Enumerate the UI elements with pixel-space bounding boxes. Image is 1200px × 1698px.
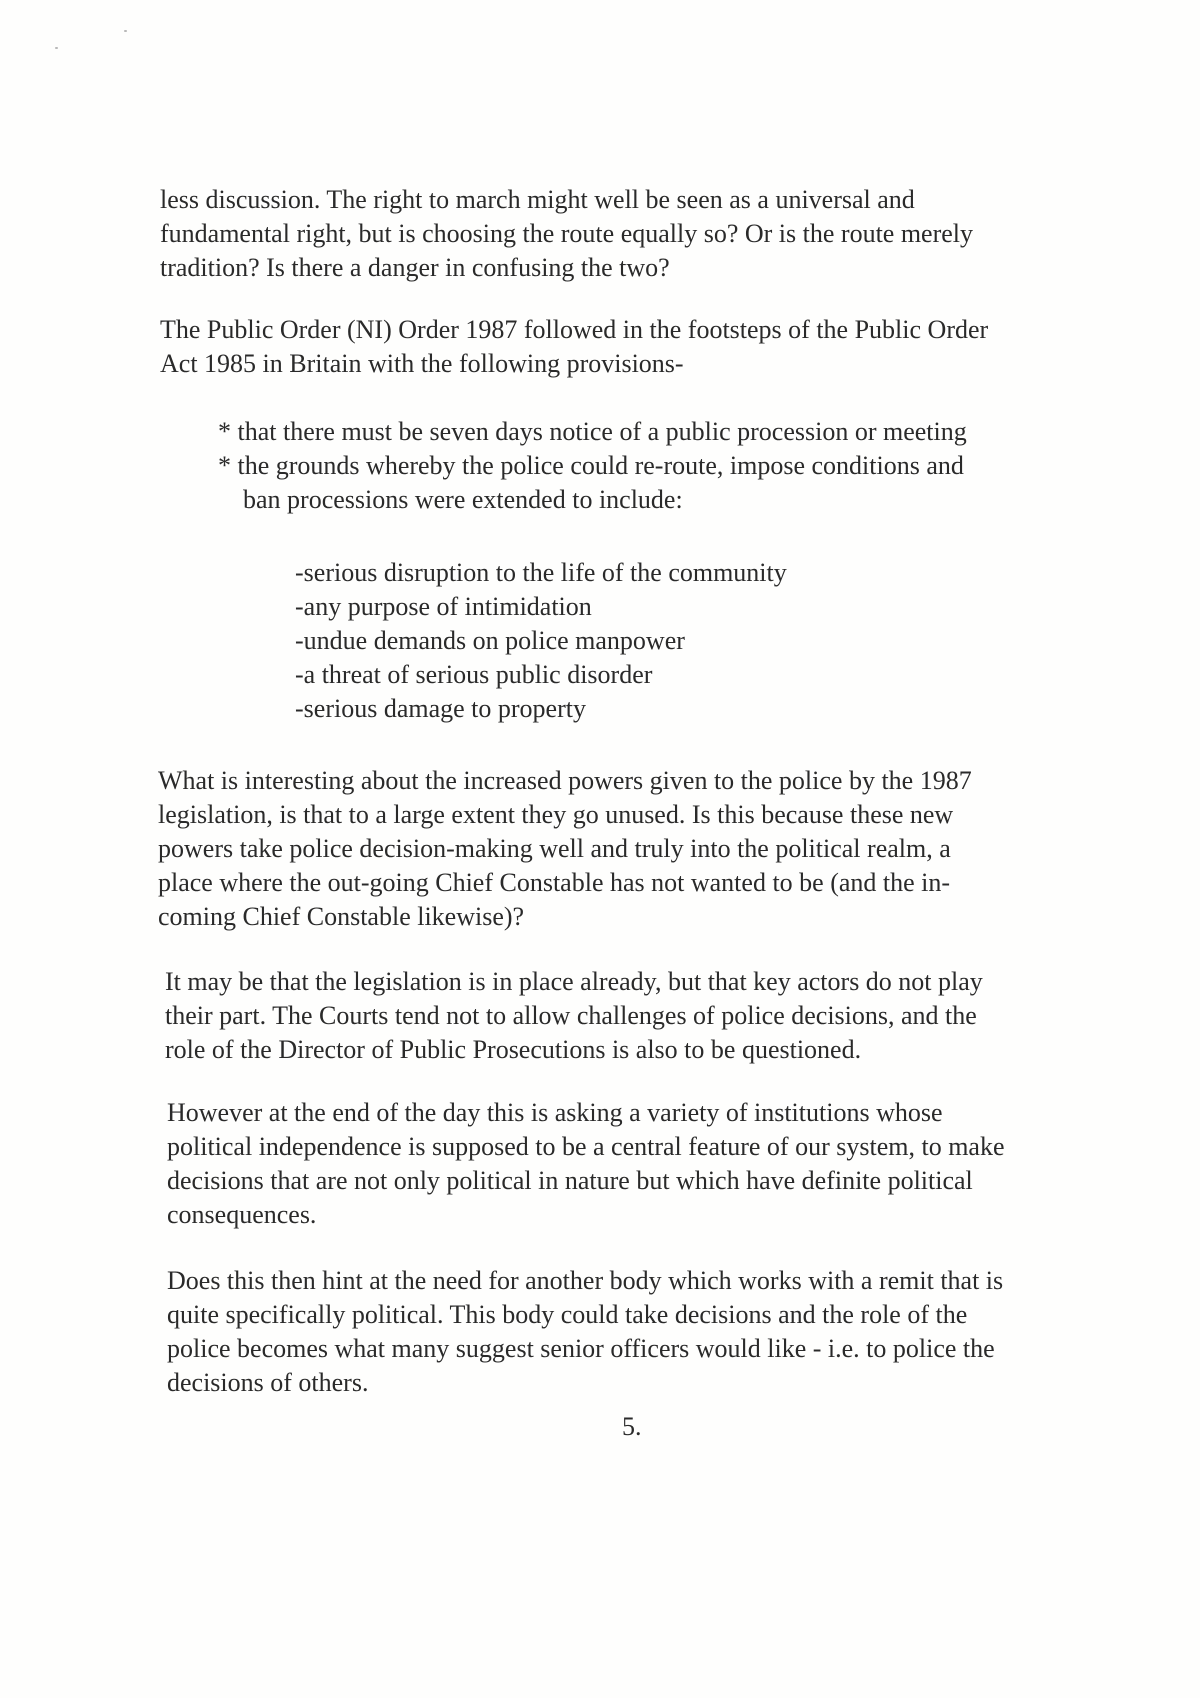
grounds-item: -undue demands on police manpower (295, 626, 685, 655)
text-line: place where the out-going Chief Constable has not wanted to be (and the in- (158, 868, 951, 897)
text-line: However at the end of the day this is asking a variety of institutions whose (167, 1098, 943, 1127)
text-line: role of the Director of Public Prosecutions is also to be questioned. (165, 1035, 862, 1064)
text-line: What is interesting about the increased powers given to the police by the 1987 (158, 766, 972, 795)
provision-item: * the grounds whereby the police could re-route, impose conditions and (218, 451, 964, 480)
text-line: less discussion. The right to march might well be seen as a universal and (160, 185, 915, 214)
paragraph-institutions (167, 1096, 1117, 1232)
text-line: quite specifically political. This body could take decisions and the role of the (167, 1300, 968, 1329)
page-number: 5. (622, 1412, 642, 1441)
text-line: The Public Order (NI) Order 1987 followed in the footsteps of the Public Order (160, 315, 989, 344)
paragraph-route-discussion (160, 183, 1110, 285)
text-line: Act 1985 in Britain with the following provisions- (160, 349, 684, 378)
paragraph-another-body (167, 1264, 1117, 1400)
grounds-item: -any purpose of intimidation (295, 592, 592, 621)
provision-item: * that there must be seven days notice of a public procession or meeting (218, 417, 967, 446)
text-line: tradition? Is there a danger in confusing the two? (160, 253, 670, 282)
paragraph-public-order (160, 313, 1110, 381)
text-line: decisions of others. (167, 1368, 369, 1397)
text-line: decisions that are not only political in nature but which have definite political (167, 1166, 973, 1195)
text-line: fundamental right, but is choosing the route equally so? Or is the route merely (160, 219, 974, 248)
text-line: coming Chief Constable likewise)? (158, 902, 525, 931)
provision-item-continued: ban processions were extended to include: (243, 485, 683, 514)
text-line: consequences. (167, 1200, 317, 1229)
text-line: police becomes what many suggest senior officers would like - i.e. to police the (167, 1334, 995, 1363)
text-line: political independence is supposed to be a central feature of our system, to make (167, 1132, 1005, 1161)
paragraph-key-actors (165, 965, 1115, 1067)
text-line: powers take police decision-making well and truly into the political realm, a (158, 834, 951, 863)
paragraph-increased-powers (158, 764, 1108, 934)
grounds-list (295, 556, 1095, 726)
text-line: legislation, is that to a large extent they go unused. Is this because these new (158, 800, 954, 829)
text-line: their part. The Courts tend not to allow challenges of police decisions, and the (165, 1001, 977, 1030)
scan-speck (124, 30, 127, 32)
grounds-item: -a threat of serious public disorder (295, 660, 653, 689)
grounds-item: -serious damage to property (295, 694, 586, 723)
scan-speck (55, 47, 58, 49)
text-line: Does this then hint at the need for another body which works with a remit that is (167, 1266, 1004, 1295)
grounds-item: -serious disruption to the life of the community (295, 558, 787, 587)
text-line: It may be that the legislation is in place already, but that key actors do not play (165, 967, 983, 996)
provisions-list (218, 415, 1118, 517)
